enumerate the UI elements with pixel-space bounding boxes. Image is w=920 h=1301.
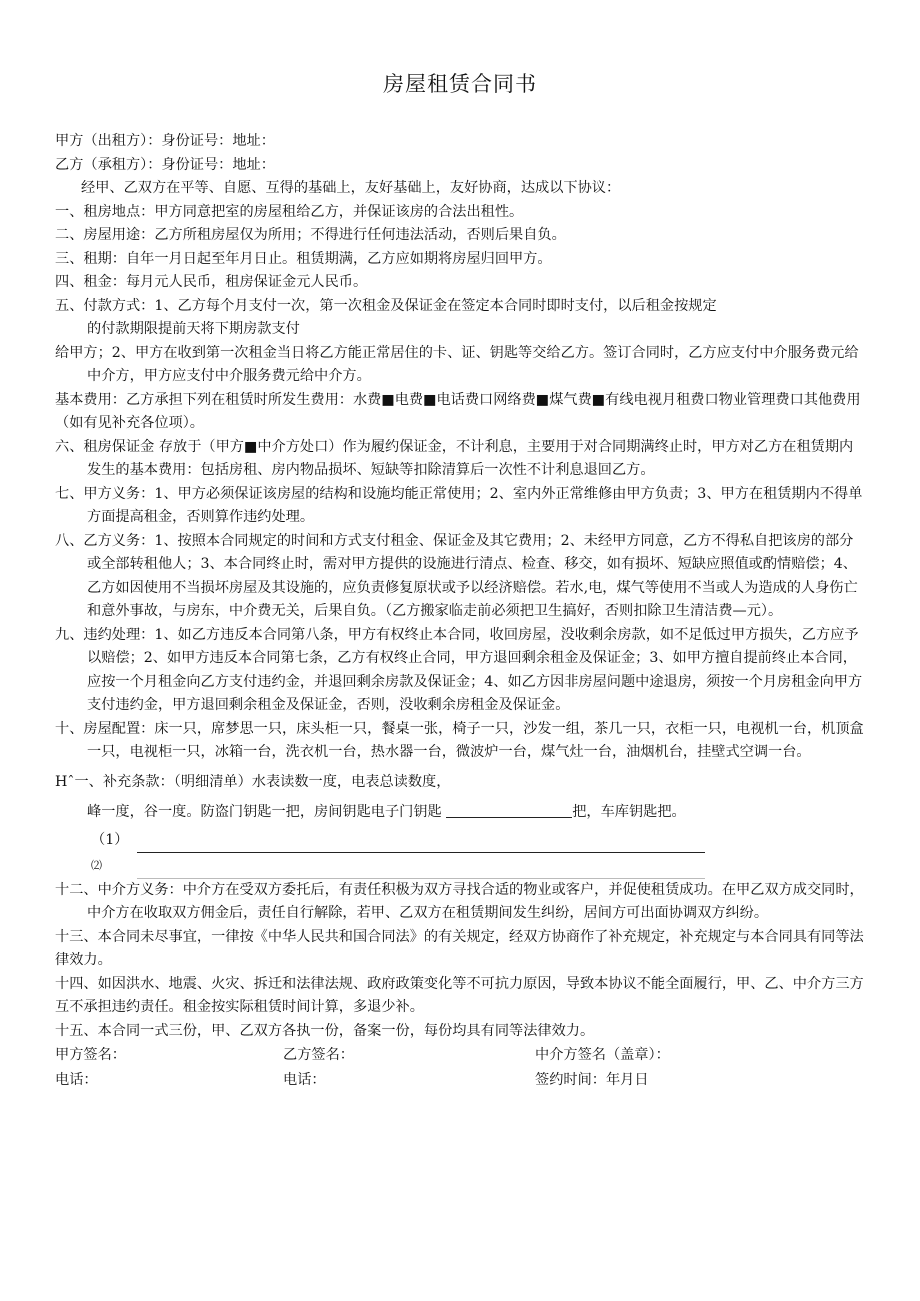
preamble: 经甲、乙双方在平等、自愿、互得的基础上，友好基础上，友好协商，达成以下协议：: [81, 180, 621, 196]
supplement-item-2-line[interactable]: [137, 865, 705, 879]
supplement-item-2-label: ⑵: [91, 858, 102, 872]
party-a-signature: 甲方签名：: [55, 1047, 126, 1063]
clause-7: 七、甲方义务：1、甲方必须保证该房屋的结构和设施均能正常使用；2、室内外正常维修由甲方负责；3、甲方在租赁期内不得单方面提高租金，否则算作违约处理。: [55, 485, 863, 525]
document-title: 房屋租赁合同书: [383, 72, 537, 96]
clause-9: 九、违约处理：1、如乙方违反本合同第八条，甲方有权终止本合同，收回房屋，没收剩余房款，如不足低过甲方损失，乙方应予以赔偿；2、如甲方违反本合同第七条，乙方有权终止合同，甲方退回剩余租金及保证金；3、如甲方擅自提前终止本合同，应按一个月租金向乙方支付违约金，并退回剩余房款及保证金；4、如乙方因非房屋问题中途退房，须按一个月房租金向甲方支付违约金，甲方退回剩余租金及保证金，否则，没收剩余房租金及保证金。: [55, 626, 863, 713]
clause-5-line-c: 给甲方；2、甲方在收到第一次租金当日将乙方能正常居住的卡、证、钥匙等交给乙方。签订合同时，乙方应支付中介服务费元给中介方，甲方应支付中介服务费元给中介方。: [55, 344, 859, 384]
signature-row: [55, 1043, 867, 1068]
clause-8: 八、乙方义务：1、按照本合同规定的时间和方式支付租金、保证金及其它费用；2、未经甲方同意，乙方不得私自把该房的部分或全部转租他人；3、本合同终止时，需对甲方提供的设施进行清点、检查、移交，如有损坏、短缺应照值或酌情赔偿；4、乙方如因使用不当损坏房屋及其设施的，应负责修复原状或予以经济赔偿。若水,电，煤气等使用不当或人为造成的人身伤亡和意外事故，与房东，中介费无关，后果自负。（乙方搬家临走前必须把卫生搞好，否则扣除卫生清洁费—元）。: [55, 532, 858, 619]
clause-14: 十四、如因洪水、地震、火灾、拆迁和法律法规、政府政策变化等不可抗力原因，导致本协议不能全面履行，甲、乙、中介方三方互不承担违约责任。租金按实际租赁时间计算，多退少补。: [55, 975, 864, 1015]
clause-15: 十五、本合同一式三份，甲、乙双方各执一份，备案一份，每份均具有同等法律效力。: [55, 1022, 595, 1039]
basic-fee-clause: 基本费用：乙方承担下列在租赁时所发生费用：水费■电费■电话费口网络费■煤气费■有线电视月租费口物业管理费口其他费用（如有见补充各位项）。: [55, 391, 861, 431]
party-a-phone: 电话：: [55, 1072, 98, 1088]
clause-5-line-a: 五、付款方式：1、乙方每个月支付一次，第一次租金及保证金在签定本合同时即时支付，以后租金按规定: [55, 297, 717, 314]
party-a-line: 甲方（出租方）：身份证号：地址：: [55, 133, 275, 149]
supplement-item-2: [55, 853, 867, 879]
clause-13: 十三、本合同未尽事宜，一律按《中华人民共和国合同法》的有关规定，经双方协商作了补充规定，补充规定与本合同具有同等法律效力。: [55, 928, 864, 968]
agent-signature: 中介方签名（盖章）：: [535, 1047, 670, 1063]
supplement-item-1-line[interactable]: [137, 836, 705, 853]
clause-11-keys-text-a: 峰一度，谷一度。防盗门钥匙一把，房间钥匙电子门钥匙: [87, 803, 442, 820]
supplement-item-1: [55, 827, 867, 853]
clause-11-head: Hˆ一、补充条款：（明细清单）水表读数一度，电表总读数度，: [55, 773, 451, 790]
contact-row: [55, 1068, 867, 1093]
clause-11-keys-text-b: 把，车库钥匙把。: [572, 803, 686, 820]
party-b-phone: 电话：: [283, 1072, 326, 1088]
clause-6: 六、租房保证金 存放于（甲方■中介方处口）作为履约保证金，不计利息，主要用于对合同期满终止时，甲方对乙方在租赁期内发生的基本费用：包括房租、房内物品损坏、短缺等扣除清算后一次性不计利息退回乙方。: [55, 438, 854, 478]
clause-10: 十、房屋配置：床一只，席梦思一只，床头柜一只，餐桌一张，椅子一只，沙发一组，茶几一只，衣柜一只，电视机一台，机顶盒一只，电视柜一只，冰箱一台，洗衣机一台，热水器一台，微波炉一台，煤气灶一台，油烟机台，挂壁式空调一台。: [55, 720, 864, 760]
sign-date: 签约时间：年月日: [535, 1072, 649, 1088]
contract-body: [55, 130, 867, 1093]
clause-2: 二、房屋用途：乙方所租房屋仅为所用；不得进行任何违法活动，否则后果自负。: [55, 227, 566, 243]
clause-11-keys: [55, 797, 867, 827]
clause-3: 三、租期：自年一月日起至年月日止。租赁期满，乙方应如期将房屋归回甲方。: [55, 250, 552, 267]
door-key-count-blank[interactable]: [446, 803, 572, 818]
clause-4: 四、租金：每月元人民币，租房保证金元人民币。: [55, 274, 368, 290]
clause-1: 一、租房地点：甲方同意把室的房屋租给乙方，并保证该房的合法出租性。: [55, 203, 524, 220]
party-b-line: 乙方（承租方）：身份证号：地址：: [55, 156, 275, 173]
supplement-item-1-label: （1）: [91, 831, 129, 848]
party-b-signature: 乙方签名：: [283, 1047, 354, 1063]
clause-5-line-b: 的付款期限提前天将下期房款支付: [87, 321, 300, 337]
clause-12: 十二、中介方义务：中介方在受双方委托后，有责任积极为双方寻找合适的物业或客户，并促使租赁成功。在甲乙双方成交同时，中介方在收取双方佣金后，责任自行解除，若甲、乙双方在租赁期间发生纠纷，居间方可出面协调双方纠纷。: [55, 881, 864, 921]
